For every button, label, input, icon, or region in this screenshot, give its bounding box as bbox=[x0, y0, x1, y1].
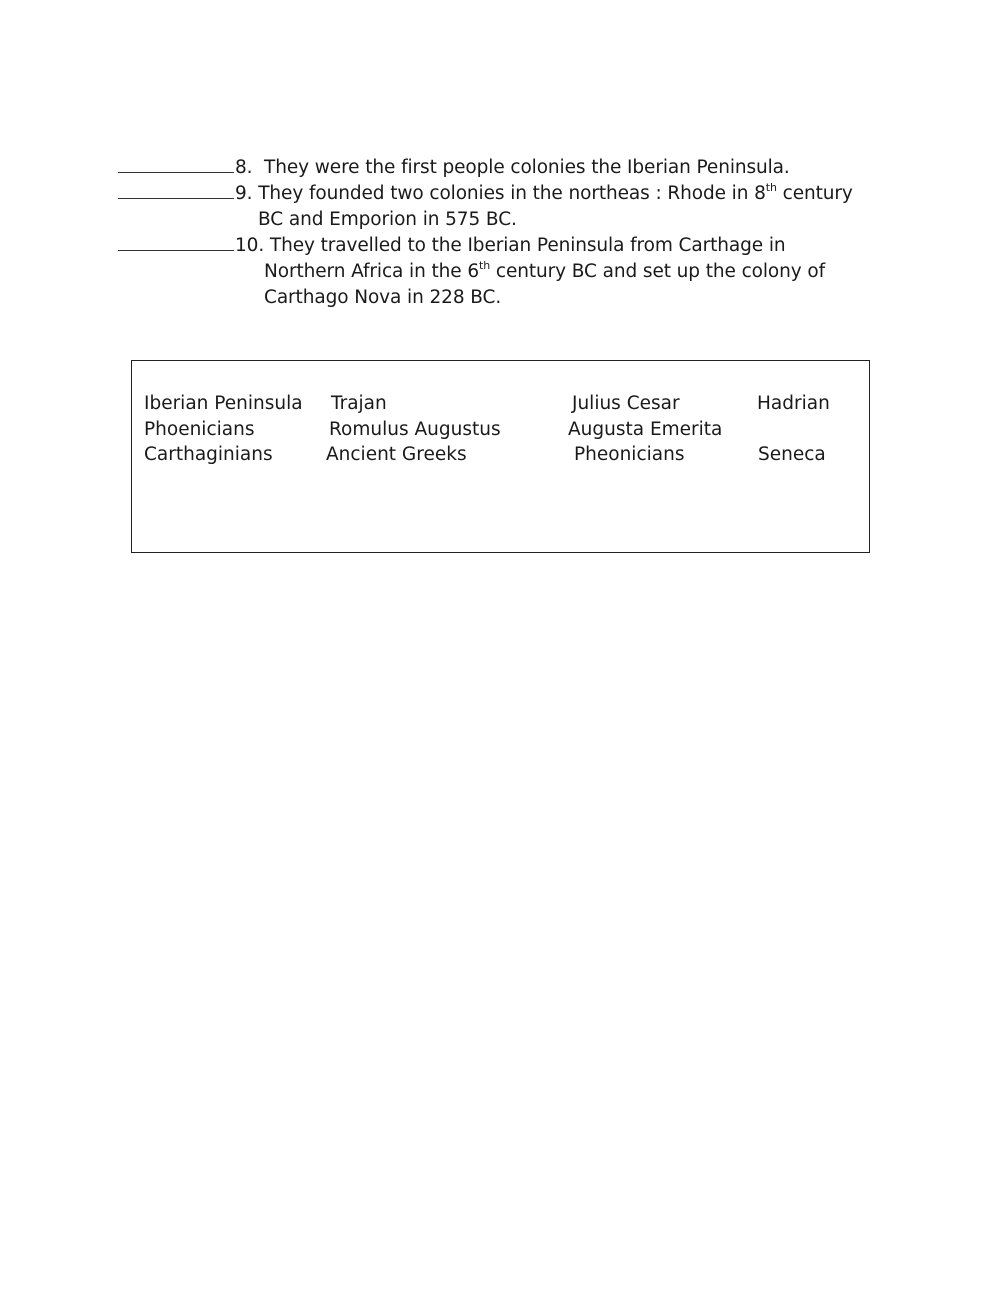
answer-blank-8[interactable] bbox=[118, 154, 234, 173]
question-text-continued: Carthago Nova in 228 BC. bbox=[264, 287, 502, 308]
word-bank-item: Carthaginians bbox=[144, 444, 273, 465]
question-number: 9. bbox=[235, 183, 253, 204]
question-text: Northern Africa in the 6 bbox=[264, 261, 480, 282]
question-number: 10. bbox=[235, 235, 265, 256]
answer-blank-10[interactable] bbox=[118, 232, 234, 251]
word-bank-item: Augusta Emerita bbox=[568, 419, 723, 440]
word-bank-item: Iberian Peninsula bbox=[144, 393, 303, 414]
word-bank-item: Trajan bbox=[331, 393, 387, 414]
word-bank-item: Julius Cesar bbox=[572, 393, 680, 414]
word-bank-item: Romulus Augustus bbox=[329, 419, 501, 440]
word-bank-box bbox=[131, 360, 870, 553]
word-bank-item: Phoenicians bbox=[144, 419, 255, 440]
answer-blank-9[interactable] bbox=[118, 180, 234, 199]
question-text-continued bbox=[118, 259, 825, 285]
word-bank-item: Seneca bbox=[758, 444, 826, 465]
question-text: century bbox=[776, 183, 853, 204]
superscript-ordinal: th bbox=[479, 258, 491, 272]
question-text: century BC and set up the colony of bbox=[490, 261, 826, 282]
question-text: They were the first people colonies the Iberian Peninsula. bbox=[264, 157, 790, 178]
superscript-ordinal: th bbox=[765, 180, 777, 194]
question-8 bbox=[118, 154, 790, 181]
question-text-continued: BC and Emporion in 575 BC. bbox=[258, 209, 517, 230]
question-10 bbox=[118, 232, 825, 311]
word-bank-item: Pheonicians bbox=[574, 444, 685, 465]
question-text: They travelled to the Iberian Peninsula from Carthage in bbox=[269, 235, 786, 256]
question-9 bbox=[118, 180, 853, 233]
word-bank-item: Ancient Greeks bbox=[326, 444, 467, 465]
word-bank-item: Hadrian bbox=[757, 393, 830, 414]
question-number: 8. bbox=[235, 157, 253, 178]
question-text: They founded two colonies in the northeas : Rhode in 8 bbox=[258, 183, 766, 204]
